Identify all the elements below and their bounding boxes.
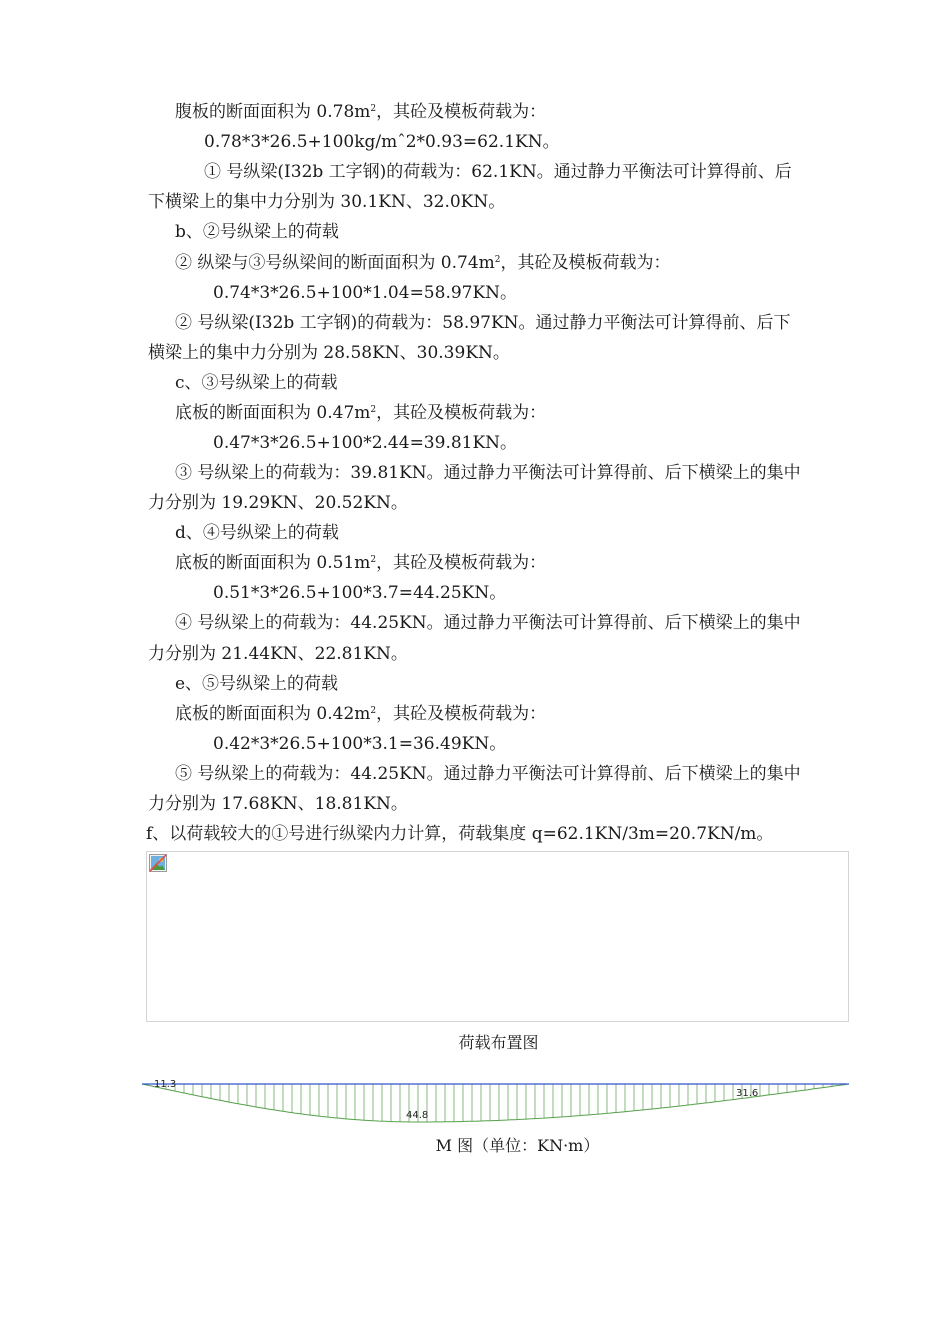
text-line: ③ 号纵梁上的荷载为：39.81KN。通过静力平衡法可计算得前、后下横梁上的集中 <box>175 463 801 483</box>
formula-line: 0.42*3*26.5+100*3.1=36.49KN。 <box>213 734 507 754</box>
figure-caption: M 图（单位：KN·m） <box>435 1136 600 1155</box>
text-line: 力分别为 17.68KN、18.81KN。 <box>148 794 408 814</box>
text-line: ① 号纵梁(I32b 工字钢)的荷载为：62.1KN。通过静力平衡法可计算得前、后 <box>204 162 792 182</box>
formula-line: 0.51*3*26.5+100*3.7=44.25KN。 <box>213 583 507 603</box>
text-line: 底板的断面面积为 $0.51m^2$，其砼及模板荷载为： <box>175 553 547 573</box>
section-heading: b、②号纵梁上的荷载 <box>175 222 339 242</box>
text-line: 腹板的断面面积为 $0.78m^2$，其砼及模板荷载为： <box>175 102 547 122</box>
section-heading: f、以荷载较大的①号进行纵梁内力计算，荷载集度 q=62.1KN/3m=20.7KN/m。 <box>146 824 774 844</box>
text-line: ⑤ 号纵梁上的荷载为：44.25KN。通过静力平衡法可计算得前、后下横梁上的集中 <box>175 764 801 784</box>
moment-label-left: 11.3 <box>154 1079 177 1090</box>
load-layout-image-placeholder <box>146 851 849 1022</box>
text-line: 力分别为 19.29KN、20.52KN。 <box>148 493 408 513</box>
broken-image-icon <box>149 854 167 872</box>
text-line: 力分别为 21.44KN、22.81KN。 <box>148 644 408 664</box>
moment-label-right: 31.6 <box>736 1088 759 1099</box>
figure-caption: 荷载布置图 <box>458 1033 539 1052</box>
text-line: 底板的断面面积为 $0.42m^2$，其砼及模板荷载为： <box>175 704 547 724</box>
text-line: ④ 号纵梁上的荷载为：44.25KN。通过静力平衡法可计算得前、后下横梁上的集中 <box>175 613 801 633</box>
formula-line: 0.78*3*26.5+100kg/mˆ2*0.93=62.1KN。 <box>204 132 560 152</box>
moment-label-mid: 44.8 <box>406 1110 429 1121</box>
text-line: ② 纵梁与③号纵梁间的断面面积为 $0.74m^2$，其砼及模板荷载为： <box>175 253 671 273</box>
section-heading: c、③号纵梁上的荷载 <box>175 373 338 393</box>
text-line: ② 号纵梁(I32b 工字钢)的荷载为：58.97KN。通过静力平衡法可计算得前、后下 <box>175 313 791 333</box>
section-heading: d、④号纵梁上的荷载 <box>175 523 339 543</box>
section-heading: e、⑤号纵梁上的荷载 <box>175 674 339 694</box>
text-line: 横梁上的集中力分别为 28.58KN、30.39KN。 <box>148 343 510 363</box>
moment-diagram <box>140 1070 852 1130</box>
text-line: 底板的断面面积为 $0.47m^2$，其砼及模板荷载为： <box>175 403 547 423</box>
formula-line: 0.74*3*26.5+100*1.04=58.97KN。 <box>213 283 518 303</box>
formula-line: 0.47*3*26.5+100*2.44=39.81KN。 <box>213 433 518 453</box>
text-line: 下横梁上的集中力分别为 30.1KN、32.0KN。 <box>148 192 506 212</box>
